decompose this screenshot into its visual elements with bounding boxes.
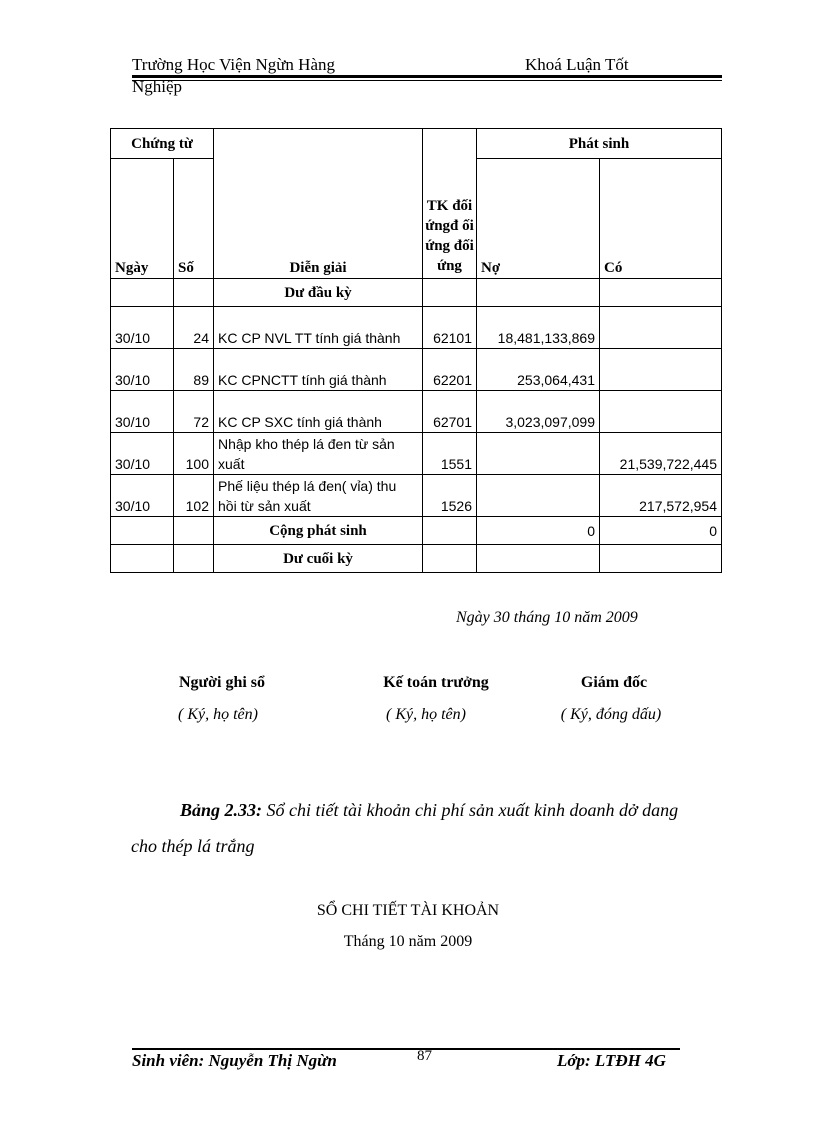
- footer-student: Sinh viên: Nguyễn Thị Ngừn: [132, 1051, 337, 1070]
- table-row: [111, 349, 722, 391]
- row-credit: [600, 391, 722, 433]
- ledger-table: [110, 128, 722, 573]
- signature-note-director: ( Ký, đóng dấu): [560, 706, 662, 723]
- row-credit: [600, 349, 722, 391]
- document-date: Ngày 30 tháng 10 năm 2009: [456, 609, 638, 626]
- row-desc: KC CP SXC tính giá thành: [214, 391, 423, 433]
- total-label: Cộng phát sinh: [214, 517, 423, 545]
- head-no: Nợ: [477, 159, 600, 279]
- row-desc: KC CP NVL TT tính giá thành: [214, 307, 423, 349]
- table-row-total: [111, 517, 722, 545]
- row-tk: 1526: [423, 475, 477, 517]
- head-chung-tu: Chứng từ: [111, 129, 214, 159]
- row-no: 100: [174, 433, 214, 475]
- row-desc: Phế liệu thép lá đen( vỉa) thu hồi từ sản xuất: [214, 475, 423, 517]
- signature-title-chief-accountant: Kế toán trưởng: [383, 674, 489, 691]
- table-row: [111, 433, 722, 475]
- row-date: 30/10: [111, 307, 174, 349]
- table-head-row-1: [111, 129, 722, 159]
- header-wrap-text: Nghiệp: [132, 77, 183, 96]
- row-tk: 62701: [423, 391, 477, 433]
- row-debit: [477, 433, 600, 475]
- head-co: Có: [600, 159, 722, 279]
- table-row: [111, 391, 722, 433]
- table-caption-line1: [180, 800, 678, 821]
- footer-class: Lớp: LTĐH 4G: [557, 1051, 666, 1070]
- closing-label: Dư cuối kỳ: [214, 545, 423, 573]
- signature-title-director: Giám đốc: [580, 674, 648, 691]
- row-debit: 18,481,133,869: [477, 307, 600, 349]
- row-tk: 1551: [423, 433, 477, 475]
- total-credit: 0: [600, 517, 722, 545]
- row-debit: [477, 475, 600, 517]
- caption-text: Sổ chi tiết tài khoản chi phí sản xuất kinh doanh dở dang: [262, 800, 679, 820]
- row-debit: 3,023,097,099: [477, 391, 600, 433]
- row-tk: 62201: [423, 349, 477, 391]
- head-tk-doi-ung: TK đối ứngđ ối ứng đối ứng: [423, 129, 477, 279]
- row-date: 30/10: [111, 433, 174, 475]
- row-date: 30/10: [111, 391, 174, 433]
- signature-note-chief-accountant: ( Ký, họ tên): [386, 706, 466, 723]
- row-credit: [600, 307, 722, 349]
- row-desc: KC CPNCTT tính giá thành: [214, 349, 423, 391]
- head-phat-sinh: Phát sinh: [477, 129, 722, 159]
- table-row: [111, 475, 722, 517]
- row-date: 30/10: [111, 349, 174, 391]
- signature-title-recorder: Người ghi sổ: [178, 674, 266, 691]
- row-date: 30/10: [111, 475, 174, 517]
- row-debit: 253,064,431: [477, 349, 600, 391]
- footer-rule: [132, 1048, 680, 1050]
- table-caption-line2: cho thép lá trắng: [131, 836, 255, 856]
- head-ngay: Ngày: [111, 159, 174, 279]
- signature-note-recorder: ( Ký, họ tên): [178, 706, 258, 723]
- head-dien-giai: Diễn giải: [214, 129, 423, 279]
- row-no: 24: [174, 307, 214, 349]
- row-no: 102: [174, 475, 214, 517]
- header-school: Trường Học Viện Ngừn Hàng: [132, 55, 336, 74]
- row-tk: 62101: [423, 307, 477, 349]
- table-row: [111, 307, 722, 349]
- total-debit: 0: [477, 517, 600, 545]
- header-rule-thin: [132, 80, 722, 81]
- table-row-opening: [111, 279, 722, 307]
- row-no: 72: [174, 391, 214, 433]
- head-so: Số: [174, 159, 214, 279]
- section-period: Tháng 10 năm 2009: [343, 933, 473, 950]
- row-credit: 21,539,722,445: [600, 433, 722, 475]
- opening-label: Dư đầu kỳ: [214, 279, 423, 307]
- section-title: SỔ CHI TIẾT TÀI KHOẢN: [316, 902, 500, 919]
- header-thesis: Khoá Luận Tốt: [525, 55, 629, 74]
- table-row-closing: [111, 545, 722, 573]
- row-credit: 217,572,954: [600, 475, 722, 517]
- header-rule-thick: [132, 75, 722, 78]
- row-no: 89: [174, 349, 214, 391]
- row-desc: Nhập kho thép lá đen từ sản xuất: [214, 433, 423, 475]
- caption-label: Bảng 2.33:: [180, 800, 263, 820]
- page-number: 87: [417, 1048, 432, 1064]
